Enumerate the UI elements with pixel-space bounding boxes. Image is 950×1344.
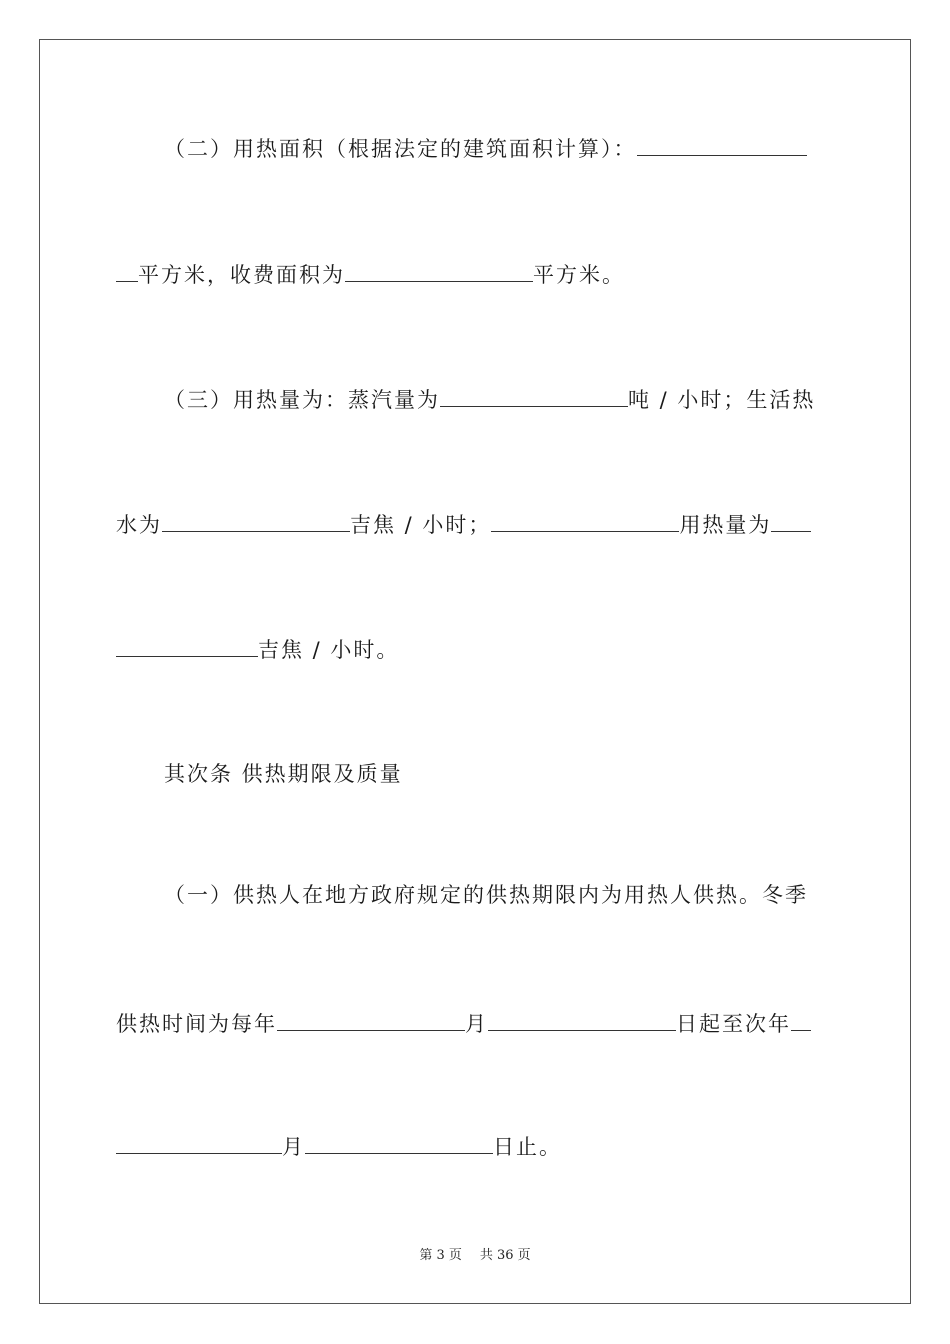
text-segment: （一）供热人在地方政府规定的供热期限内为用热人供热。冬季 [164, 883, 808, 907]
text-segment: 月 [465, 1012, 488, 1036]
blank-field[interactable] [771, 509, 811, 532]
text-segment: 吉焦 / 小时。 [258, 638, 400, 662]
blank-field[interactable] [488, 1008, 676, 1031]
clause-3-1-line-2 [116, 1008, 811, 1039]
clause-2-2-line-2 [116, 259, 625, 290]
blank-field[interactable] [116, 1131, 282, 1154]
page-number: 第 3 页 [419, 1248, 462, 1263]
text-segment: （三）用热量为：蒸汽量为 [164, 388, 440, 412]
text-segment: 吨 / 小时；生活热 [628, 388, 816, 412]
clause-3-1-line-3 [116, 1131, 562, 1162]
blank-field[interactable] [162, 509, 350, 532]
clause-2-2-line-1 [164, 133, 807, 164]
text-segment: 平方米。 [533, 263, 625, 287]
clause-2-3-line-2 [116, 509, 811, 540]
blank-field[interactable] [491, 509, 679, 532]
text-segment: 水为 [116, 513, 162, 537]
article-heading [164, 759, 403, 789]
blank-field[interactable] [440, 384, 628, 407]
text-segment: （二）用热面积（根据法定的建筑面积计算）： [164, 137, 637, 161]
clause-3-1-line-1 [164, 880, 808, 910]
text-segment: 月 [282, 1135, 305, 1159]
blank-field[interactable] [116, 634, 258, 657]
clause-2-3-line-1 [164, 384, 815, 415]
blank-field[interactable] [116, 259, 138, 282]
page-footer [0, 1247, 950, 1265]
clause-2-3-line-3 [116, 634, 399, 665]
text-segment: 用热量为 [679, 513, 772, 537]
text-segment: 供热时间为每年 [116, 1012, 277, 1036]
page-border [39, 39, 911, 1304]
text-segment: 日起至次年 [676, 1012, 791, 1036]
text-segment: 平方米，收费面积为 [138, 263, 345, 287]
heading-text: 其次条 供热期限及质量 [164, 762, 403, 786]
blank-field[interactable] [305, 1131, 493, 1154]
blank-field[interactable] [637, 133, 807, 156]
text-segment: 吉焦 / 小时； [350, 513, 492, 537]
text-segment: 日止。 [493, 1135, 562, 1159]
blank-field[interactable] [791, 1008, 811, 1031]
blank-field[interactable] [277, 1008, 465, 1031]
blank-field[interactable] [345, 259, 533, 282]
page-total: 共 36 页 [479, 1248, 531, 1263]
